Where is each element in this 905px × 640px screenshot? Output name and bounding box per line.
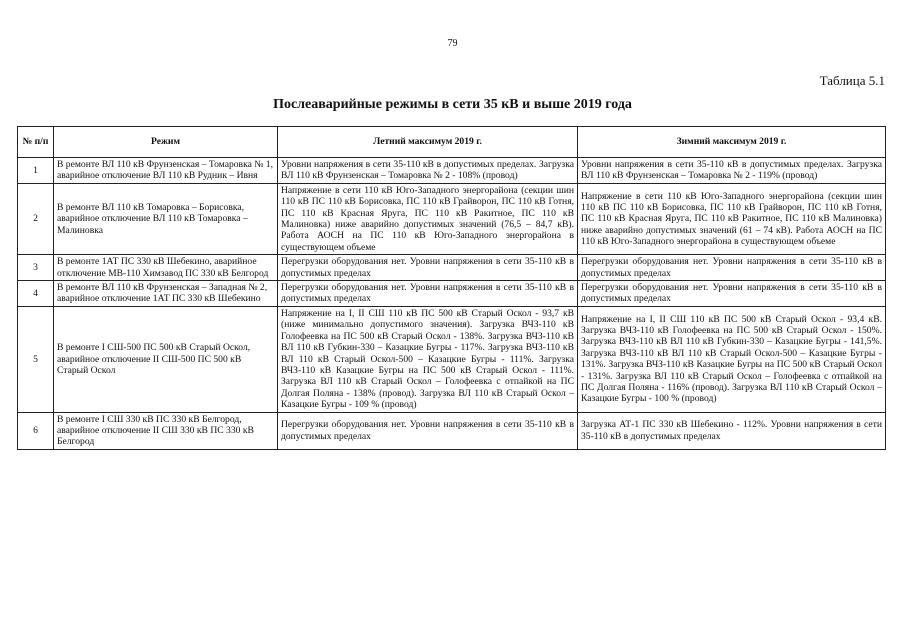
row-mode: В ремонте I СШ-500 ПС 500 кВ Старый Оскол, аварийное отключение II СШ-500 ПС 500 кВ Старый Оскол [54,306,278,412]
post-emergency-modes-table [17,126,886,450]
row-winter: Загрузка АТ-1 ПС 330 кВ Шебекино - 112%. Уровни напряжения в сети 35-110 кВ в допустимых пределах [578,412,886,449]
row-num: 1 [18,158,54,184]
row-winter: Перегрузки оборудования нет. Уровни напряжения в сети 35-110 кВ в допустимых пределах [578,255,886,281]
row-summer: Перегрузки оборудования нет. Уровни напряжения в сети 35-110 кВ в допустимых пределах [278,412,578,449]
header-mode: Режим [54,127,278,158]
row-summer: Напряжение на I, II СШ 110 кВ ПС 500 кВ Старый Оскол - 93,7 кВ (ниже минимально допустимого значения). Загрузка ВЧЗ-110 кВ Голофеевка на ПС 500 кВ Старый Оскол - 138%. Загрузка ВЧЗ-110 кВ ВЛ 110 кВ Губкин-330 – Казацкие Бугры - 117%. Загрузка ВЧЗ-110 кВ ВЛ 110 кВ Старый Оскол-500 – Казацкие Бугры - 111%. Загрузка ВЧЗ-110 кВ Казацкие Бугры на ПС 500 кВ Старый Оскол - 111%. Загрузка ВЛ 110 кВ Старый Оскол – Голофеевка с отпайкой на ПС Долгая Поляна - 138% (провод). Загрузка ВЛ 110 кВ Старый Оскол – Казацкие Бугры - 109 % (провод) [278,306,578,412]
header-winter: Зимний максимум 2019 г. [578,127,886,158]
row-num: 6 [18,412,54,449]
row-mode: В ремонте ВЛ 110 кВ Томаровка – Борисовка, аварийное отключение ВЛ 110 кВ Томаровка – Малиновка [54,183,278,254]
table-row [18,255,886,281]
page-number: 79 [447,38,458,49]
row-summer: Напряжение в сети 110 кВ Юго-Западного энергорайона (секции шин 110 кВ ПС 110 кВ Борисовка, ПС 110 кВ Грайворон, ПС 110 кВ Готня, ПС 110 кВ Красная Яруга, ПС 110 кВ Ракитное, ПС 110 кВ Малиновка) ниже аварийно допустимых значений (76,5 – 84,7 кВ). Работа АОСН на ПС 110 кВ Юго-Западного энергорайона в существующем объеме [278,183,578,254]
row-mode: В ремонте ВЛ 110 кВ Фрунзенская – Томаровка № 1, аварийное отключение ВЛ 110 кВ Рудник – Ивня [54,158,278,184]
row-winter: Напряжение на I, II СШ 110 кВ ПС 500 кВ Старый Оскол - 93,4 кВ. Загрузка ВЧЗ-110 кВ Голофеевка на ПС 500 кВ Старый Оскол - 150%. Загрузка ВЧЗ-110 кВ ВЛ 110 кВ Губкин-330 – Казацкие Бугры - 141,5%. Загрузка ВЧЗ-110 кВ ВЛ 110 кВ Старый Оскол-500 – Казацкие Бугры - 131%. Загрузка ВЧЗ-110 кВ Казацкие Бугры на ПС 500 кВ Старый Оскол - 131%. Загрузка ВЛ 110 кВ Старый Оскол – Голофеевка с отпайкой на ПС Долгая Поляна - 116% (провод). Загрузка ВЛ 110 кВ Старый Оскол – Казацкие Бугры - 100 % (провод) [578,306,886,412]
row-mode: В ремонте ВЛ 110 кВ Фрунзенская – Западная № 2, аварийное отключение 1АТ ПС 330 кВ Шебекино [54,281,278,307]
row-num: 3 [18,255,54,281]
header-summer: Летний максимум 2019 г. [278,127,578,158]
row-mode: В ремонте I СШ 330 кВ ПС 330 кВ Белгород, аварийное отключение II СШ 330 кВ ПС 330 кВ Белгород [54,412,278,449]
table-row [18,306,886,412]
table-label: Таблица 5.1 [819,73,885,88]
document-title: Послеаварийные режимы в сети 35 кВ и выше 2019 года [273,97,632,112]
row-num: 5 [18,306,54,412]
row-num: 4 [18,281,54,307]
row-summer: Перегрузки оборудования нет. Уровни напряжения в сети 35-110 кВ в допустимых пределах [278,281,578,307]
row-winter: Перегрузки оборудования нет. Уровни напряжения в сети 35-110 кВ в допустимых пределах [578,281,886,307]
row-num: 2 [18,183,54,254]
row-summer: Перегрузки оборудования нет. Уровни напряжения в сети 35-110 кВ в допустимых пределах [278,255,578,281]
table-row [18,281,886,307]
row-summer: Уровни напряжения в сети 35-110 кВ в допустимых пределах. Загрузка ВЛ 110 кВ Фрунзенская – Томаровка № 2 - 108% (провод) [278,158,578,184]
row-winter: Напряжение в сети 110 кВ Юго-Западного энергорайона (секции шин 110 кВ ПС 110 кВ Борисовка, ПС 110 кВ Грайворон, ПС 110 кВ Готня, ПС 110 кВ Красная Яруга, ПС 110 кВ Ракитное, ПС 110 кВ Малиновка) ниже аварийно допустимых значений (61 – 74 кВ). Работа АОСН на ПС 110 кВ Юго-Западного энергорайона в существующем объеме [578,183,886,254]
table-header-row [18,127,886,158]
row-winter: Уровни напряжения в сети 35-110 кВ в допустимых пределах. Загрузка ВЛ 110 кВ Фрунзенская – Томаровка № 2 - 119% (провод) [578,158,886,184]
row-mode: В ремонте 1АТ ПС 330 кВ Шебекино, аварийное отключение МВ-110 Химзавод ПС 330 кВ Белгород [54,255,278,281]
table-row [18,183,886,254]
header-num: № п/п [18,127,54,158]
table-row [18,412,886,449]
table-row [18,158,886,184]
